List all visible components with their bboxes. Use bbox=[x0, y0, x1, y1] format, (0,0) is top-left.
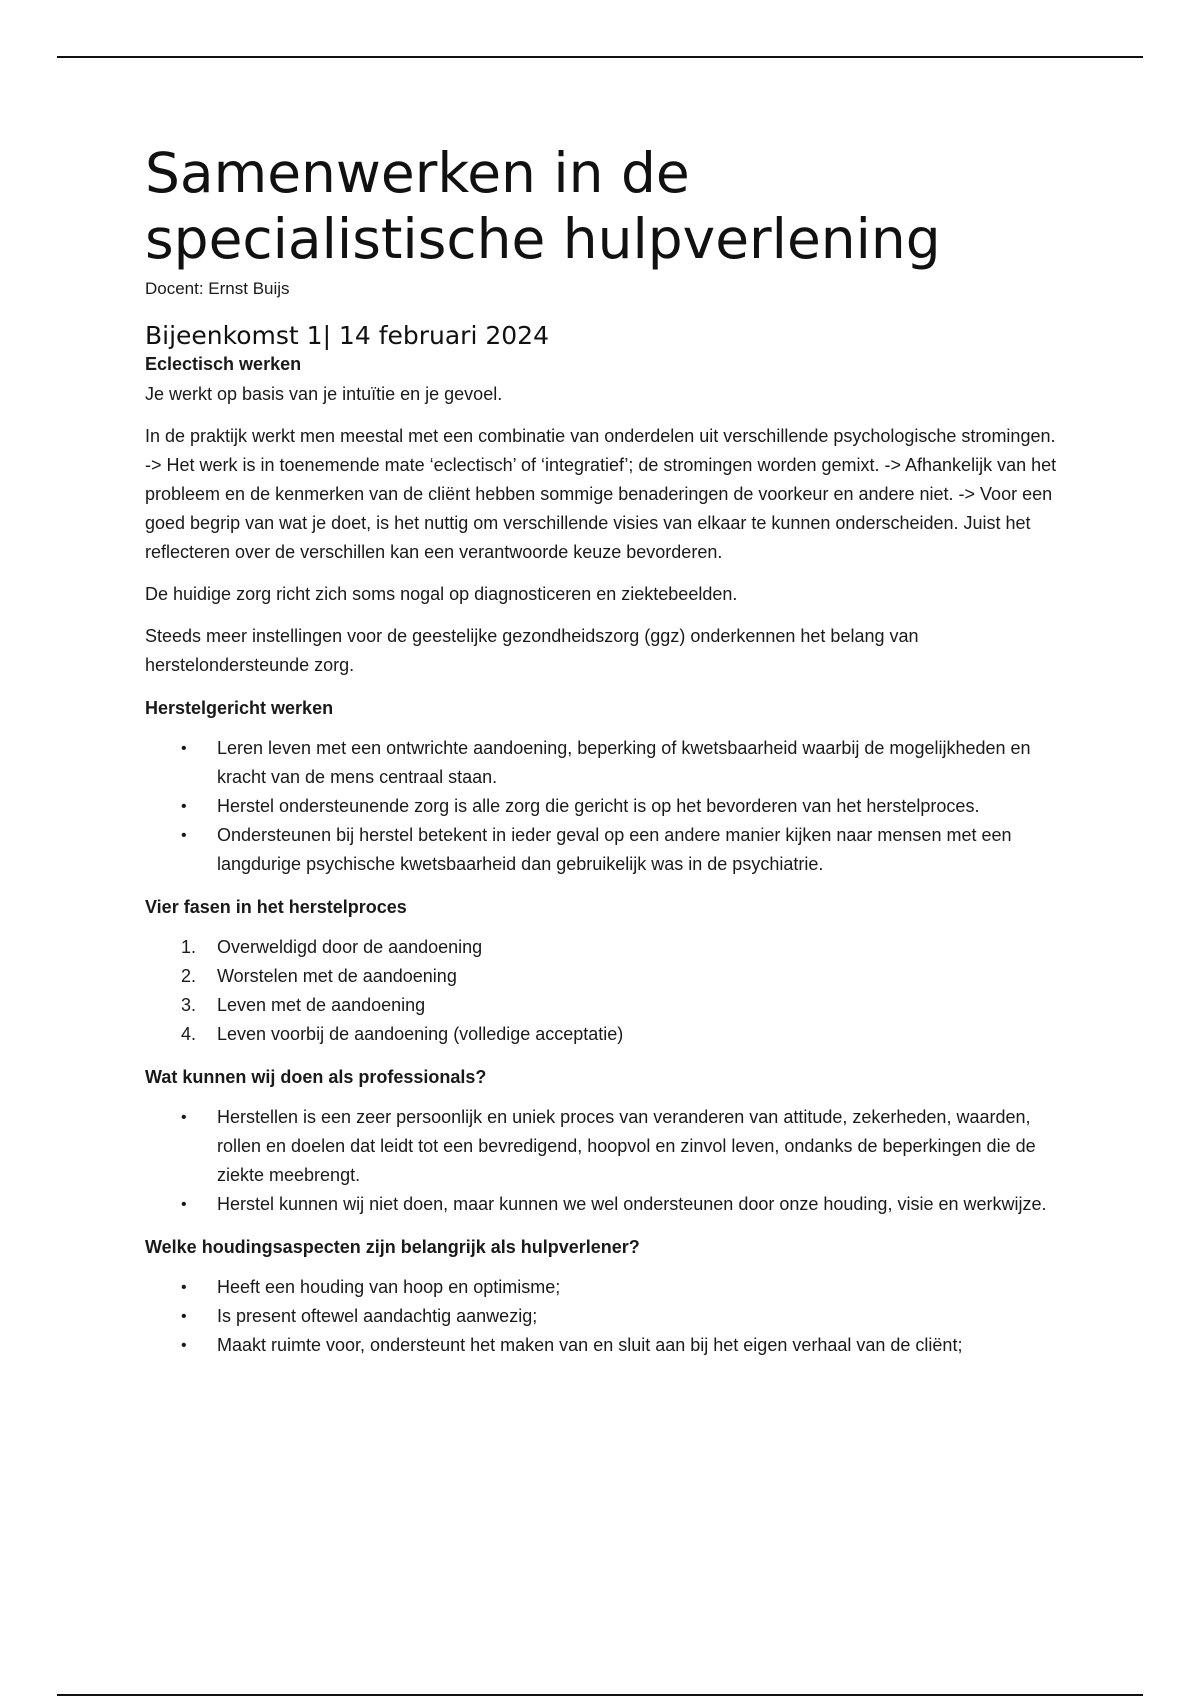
list-number: 3. bbox=[181, 995, 197, 1015]
section-heading-eclectisch: Eclectisch werken bbox=[145, 354, 302, 374]
list-item-text: Worstelen met de aandoening bbox=[217, 966, 457, 986]
document-title bbox=[145, 140, 1060, 272]
list-item-text: Herstel kunnen wij niet doen, maar kunnen we wel ondersteunen door onze houding, visie en werkwijze. bbox=[217, 1194, 1047, 1214]
list-item bbox=[145, 962, 1060, 991]
paragraph: In de praktijk werkt men meestal met een combinatie van onderdelen uit verschillende psychologische stromingen. -> Het werk is in toenemende mate ‘eclectisch’ of ‘integratief’; de stromingen worden gemixt. -> Afhankelijk van het probleem en de kenmerken van de cliënt hebben sommige benaderingen de voorkeur en andere niet. -> Voor een goed begrip van wat je doet, is het nuttig om verschillende visies van elkaar te kunnen onderscheiden. Juist het reflecteren over de verschillen kan een verantwoorde keuze bevorderen. bbox=[145, 426, 1057, 562]
list-item-text: Is present oftewel aandachtig aanwezig; bbox=[217, 1306, 538, 1326]
bullet-icon: • bbox=[181, 798, 187, 815]
section-heading-professionals: Wat kunnen wij doen als professionals? bbox=[145, 1067, 487, 1087]
paragraph: De huidige zorg richt zich soms nogal op diagnosticeren en ziektebeelden. bbox=[145, 584, 738, 604]
list-item-text: Leven voorbij de aandoening (volledige acceptatie) bbox=[217, 1024, 624, 1044]
bullet-icon: • bbox=[181, 827, 187, 844]
list-item-text: Herstellen is een zeer persoonlijk en uniek proces van veranderen van attitude, zekerheden, waarden, rollen en doelen dat leidt tot een bevredigend, hoopvol en zinvol leven, ondanks de beperkingen die de ziekte meebrengt. bbox=[217, 1107, 1036, 1185]
bottom-rule bbox=[57, 1694, 1143, 1696]
title-line-2: specialistische hulpverlening bbox=[145, 207, 941, 271]
list-item-text: Herstel ondersteunende zorg is alle zorg die gericht is op het bevorderen van het herstelproces. bbox=[217, 796, 980, 816]
list-item bbox=[145, 991, 1060, 1020]
list-number: 4. bbox=[181, 1024, 197, 1044]
section-heading-herstelgericht: Herstelgericht werken bbox=[145, 698, 334, 718]
paragraph: Steeds meer instellingen voor de geestelijke gezondheidszorg (ggz) onderkennen het belang van herstelondersteunde zorg. bbox=[145, 626, 919, 675]
list-item-text: Overweldigd door de aandoening bbox=[217, 937, 483, 957]
title-line-1: Samenwerken in de bbox=[145, 141, 690, 205]
bullet-icon: • bbox=[181, 1337, 187, 1354]
top-rule bbox=[57, 56, 1143, 58]
list-item-text: Maakt ruimte voor, ondersteunt het maken van en sluit aan bij het eigen verhaal van de cliënt; bbox=[217, 1335, 963, 1355]
document-body bbox=[145, 140, 1060, 1372]
list-item bbox=[145, 1331, 1060, 1360]
bullet-list bbox=[145, 1103, 1060, 1219]
list-item-text: Ondersteunen bij herstel betekent in ieder geval op een andere manier kijken naar mensen met een langdurige psychische kwetsbaarheid dan gebruikelijk was in de psychiatrie. bbox=[217, 825, 1012, 874]
bullet-list bbox=[145, 1273, 1060, 1360]
list-item bbox=[145, 792, 1060, 821]
list-item bbox=[145, 1020, 1060, 1049]
bullet-icon: • bbox=[181, 1196, 187, 1213]
list-item-text: Leren leven met een ontwrichte aandoening, beperking of kwetsbaarheid waarbij de mogelijkheden en kracht van de mens centraal staan. bbox=[217, 738, 1031, 787]
list-item bbox=[145, 1190, 1060, 1219]
list-item bbox=[145, 1302, 1060, 1331]
section-heading-houding: Welke houdingsaspecten zijn belangrijk als hulpverlener? bbox=[145, 1237, 640, 1257]
meeting-heading: Bijeenkomst 1| 14 februari 2024 bbox=[145, 321, 549, 350]
list-item bbox=[145, 821, 1060, 879]
list-item-text: Leven met de aandoening bbox=[217, 995, 426, 1015]
section-heading-fasen: Vier fasen in het herstelproces bbox=[145, 897, 407, 917]
docent-label: Docent: Ernst Buijs bbox=[145, 279, 290, 298]
bullet-list bbox=[145, 734, 1060, 879]
list-item bbox=[145, 734, 1060, 792]
bullet-icon: • bbox=[181, 1308, 187, 1325]
list-item bbox=[145, 1273, 1060, 1302]
list-item bbox=[145, 933, 1060, 962]
list-item-text: Heeft een houding van hoop en optimisme; bbox=[217, 1277, 561, 1297]
list-item bbox=[145, 1103, 1060, 1190]
bullet-icon: • bbox=[181, 740, 187, 757]
bullet-icon: • bbox=[181, 1279, 187, 1296]
paragraph: Je werkt op basis van je intuïtie en je gevoel. bbox=[145, 384, 503, 404]
bullet-icon: • bbox=[181, 1109, 187, 1126]
numbered-list bbox=[145, 933, 1060, 1049]
list-number: 1. bbox=[181, 937, 197, 957]
list-number: 2. bbox=[181, 966, 197, 986]
